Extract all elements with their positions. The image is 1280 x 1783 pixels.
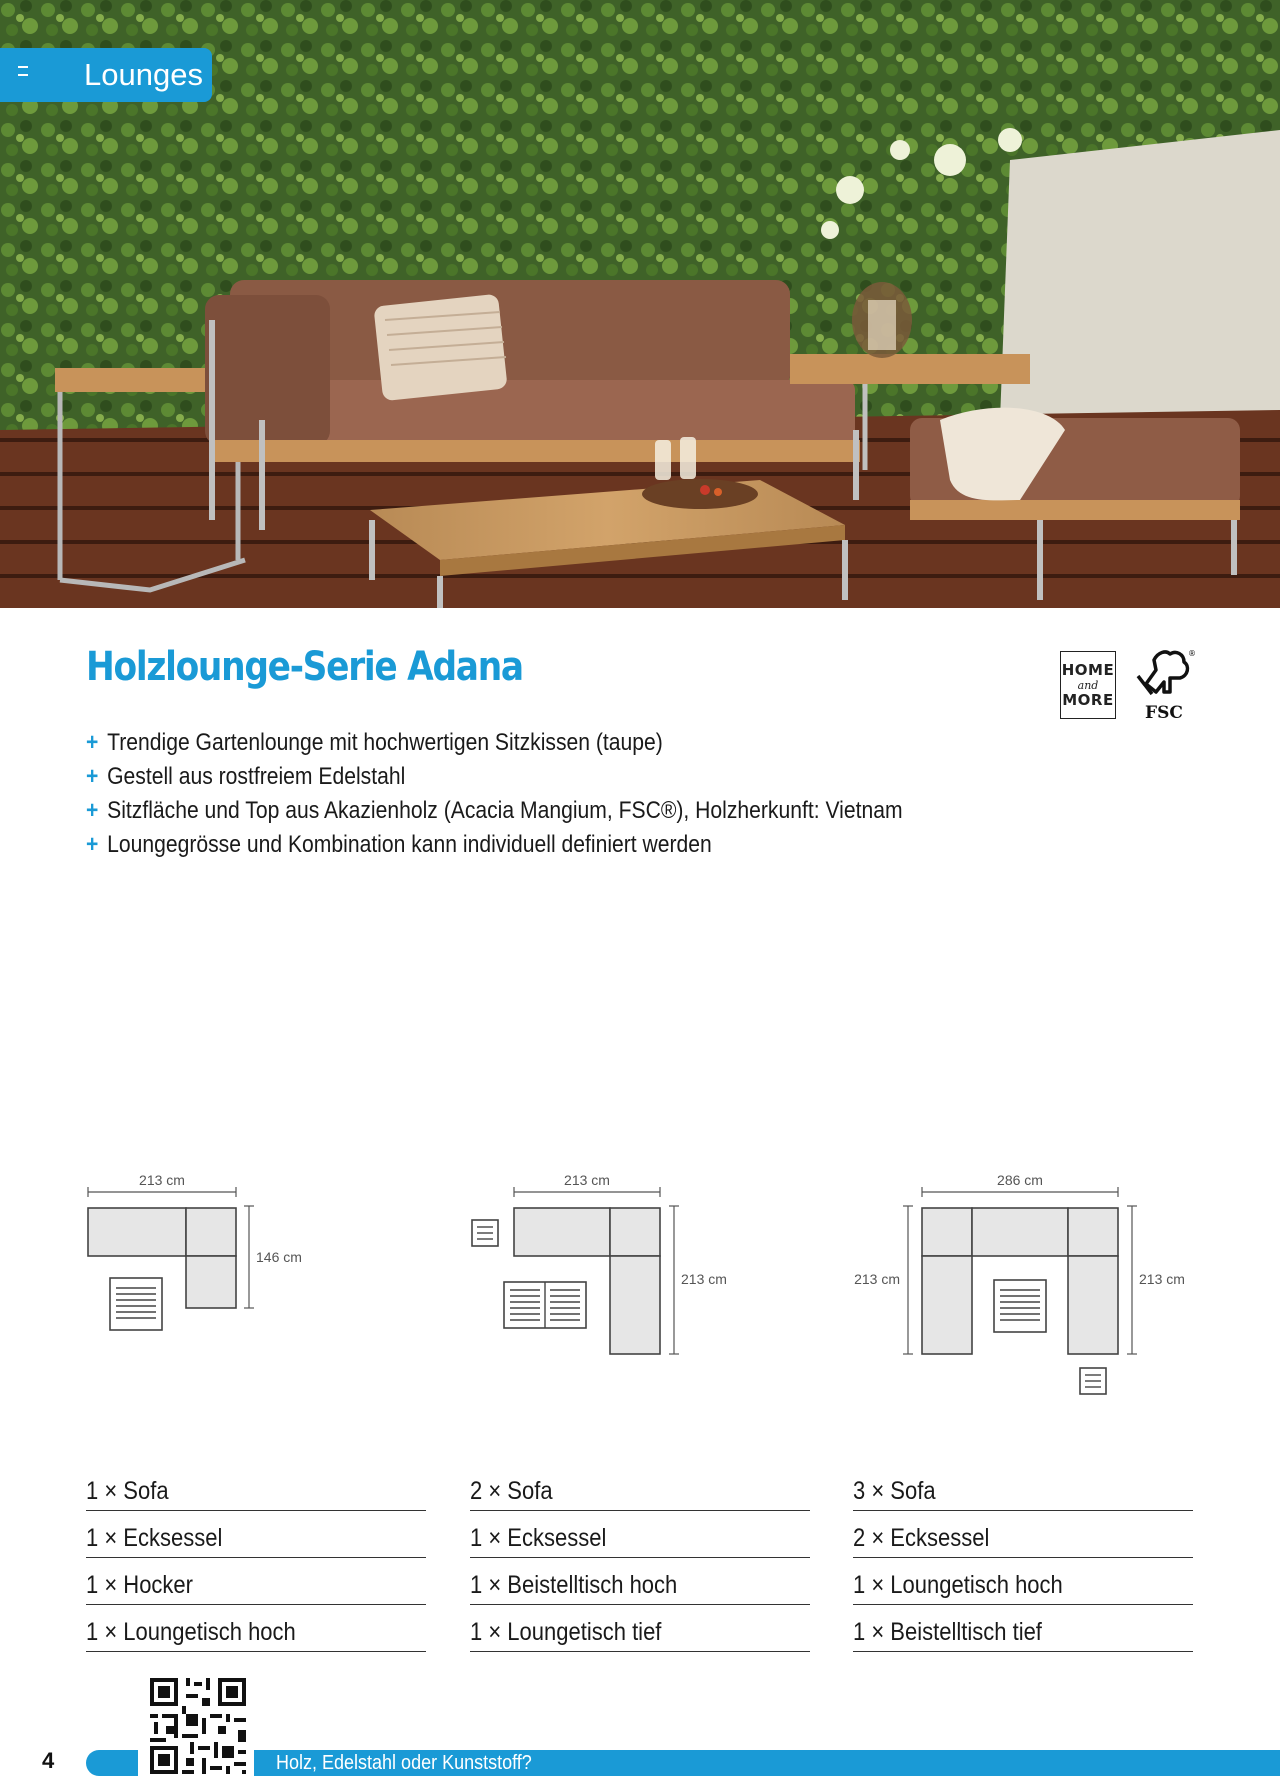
fsc-registered-mark: ® (1188, 649, 1196, 658)
home-and-more-line1: HOME (1061, 660, 1115, 679)
qr-code-graphic (146, 1674, 250, 1778)
config-item-text: 1 × Loungetisch hoch (853, 1571, 1063, 1599)
plan2-width-label: 213 cm (564, 1172, 610, 1188)
config-item (86, 1511, 426, 1558)
plan3-width-label: 286 cm (997, 1172, 1043, 1188)
config-item (86, 1605, 426, 1652)
fsc-logo (1132, 648, 1196, 724)
plan3-depth-label-right: 213 cm (1139, 1271, 1185, 1287)
qr-code-icon[interactable] (146, 1674, 250, 1778)
config-item (853, 1511, 1193, 1558)
plus-icon: + (86, 831, 99, 858)
feature-item (86, 726, 903, 760)
page-number: 4 (42, 1748, 55, 1773)
config-item-text: 2 × Sofa (470, 1477, 553, 1505)
configuration-list-3 (853, 1464, 1193, 1652)
hero-photo (0, 0, 1280, 608)
config-item (86, 1558, 426, 1605)
feature-text: Sitzfläche und Top aus Akazienholz (Acacia Mangium, FSC®), Holzherkunft: Vietnam (107, 797, 903, 824)
home-and-more-line3: MORE (1062, 690, 1114, 709)
footer-bar-accent (86, 1750, 138, 1776)
config-item-text: 3 × Sofa (853, 1477, 936, 1505)
floorplan-1 (86, 1166, 326, 1346)
config-item-text: 1 × Loungetisch hoch (86, 1618, 296, 1646)
plan2-depth-label: 213 cm (681, 1271, 727, 1287)
config-item-text: 1 × Sofa (86, 1477, 169, 1505)
feature-item (86, 794, 903, 828)
config-item (470, 1511, 810, 1558)
floorplan-2 (466, 1166, 727, 1346)
product-title: Holzlounge-Serie Adana (86, 644, 523, 690)
feature-text: Trendige Gartenlounge mit hochwertigen Sitzkissen (taupe) (107, 729, 663, 756)
footer-caption: Holz, Edelstahl oder Kunststoff? (276, 1752, 532, 1774)
table-symbol-icon (994, 1280, 1046, 1332)
config-item (470, 1605, 810, 1652)
config-item-text: 1 × Ecksessel (86, 1524, 223, 1552)
config-item (86, 1464, 426, 1511)
table-symbol-icon (110, 1278, 162, 1330)
lounge-table-symbol-icon (504, 1282, 586, 1328)
floorplan-3-drawing (846, 1166, 1186, 1406)
config-item (853, 1605, 1193, 1652)
section-tab-lounges[interactable] (0, 48, 212, 102)
config-item-text: 1 × Beistelltisch hoch (470, 1571, 678, 1599)
feature-list (86, 726, 903, 862)
floorplan-1-drawing (86, 1166, 326, 1346)
feature-item (86, 828, 903, 862)
config-item (470, 1464, 810, 1511)
fsc-tree-icon (1132, 648, 1196, 724)
plan3-depth-label-left: 213 cm (854, 1271, 900, 1287)
side-table-symbol-icon (472, 1220, 498, 1246)
plus-icon: + (86, 729, 99, 756)
side-table-symbol-icon (1080, 1368, 1106, 1394)
plus-icon: + (86, 797, 99, 824)
tab-marker-icon (18, 66, 28, 76)
floorplan-2-drawing (466, 1166, 727, 1346)
config-item-text: 1 × Hocker (86, 1571, 194, 1599)
fsc-logo-text: FSC (1145, 703, 1183, 723)
feature-text: Loungegrösse und Kombination kann individuell definiert werden (107, 831, 712, 858)
config-item-text: 2 × Ecksessel (853, 1524, 990, 1552)
configuration-list-1 (86, 1464, 426, 1652)
configuration-list-2 (470, 1464, 810, 1652)
config-item-text: 1 × Loungetisch tief (470, 1618, 662, 1646)
config-item-text: 1 × Beistelltisch tief (853, 1618, 1042, 1646)
section-tab-label: Lounges (84, 57, 203, 92)
feature-item (86, 760, 903, 794)
config-item-text: 1 × Ecksessel (470, 1524, 607, 1552)
feature-text: Gestell aus rostfreiem Edelstahl (107, 763, 406, 790)
config-item (470, 1558, 810, 1605)
footer-caption-bar (254, 1750, 1280, 1776)
plus-icon: + (86, 763, 99, 790)
config-item (853, 1558, 1193, 1605)
plan1-width-label: 213 cm (139, 1172, 185, 1188)
floorplan-3 (846, 1166, 1186, 1406)
config-item (853, 1464, 1193, 1511)
home-and-more-line2: and (1077, 678, 1099, 692)
plan1-depth-label: 146 cm (256, 1249, 302, 1265)
home-and-more-logo (1060, 651, 1116, 719)
